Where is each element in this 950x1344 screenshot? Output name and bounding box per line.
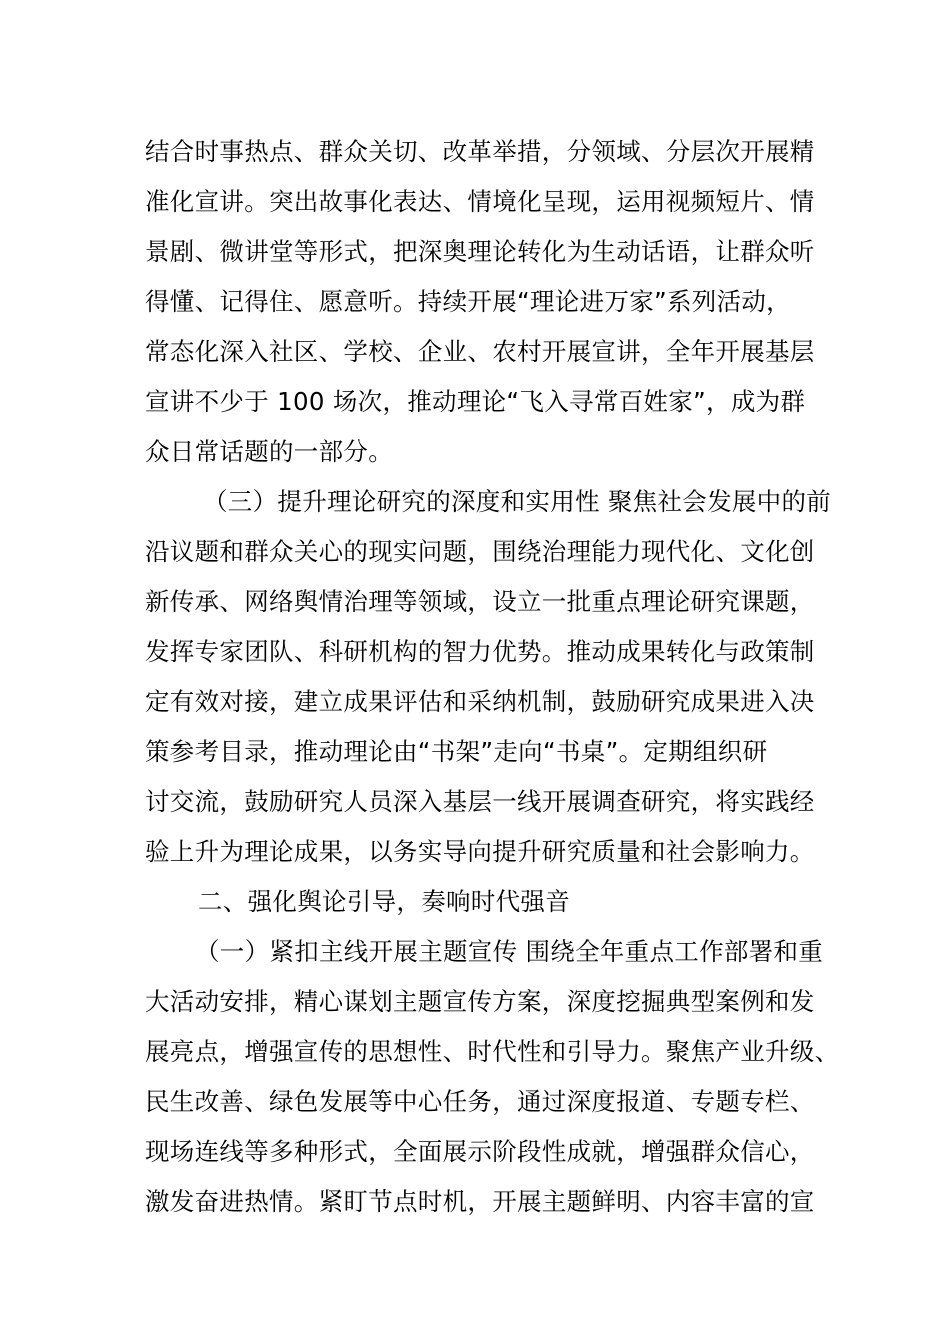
- body-text-line: 激发奋进热情。紧盯节点时机，开展主题鲜明、内容丰富的宣: [145, 1187, 815, 1216]
- body-text-line: 结合时事热点、群众关切、改革举措，分领域、分层次开展精: [145, 137, 815, 166]
- body-text-line: 得懂、记得住、愿意听。持续开展“理论进万家”系列活动，: [145, 287, 791, 316]
- body-text-line: 大活动安排，精心谋划主题宣传方案，深度挖掘典型案例和发: [145, 987, 815, 1016]
- body-text-line: 众日常话题的一部分。: [145, 437, 393, 466]
- subsection-heading-line: （三）提升理论研究的深度和实用性 聚焦社会发展中的前: [203, 487, 832, 516]
- body-text-line: 准化宣讲。突出故事化表达、情境化呈现，运用视频短片、情: [145, 187, 815, 216]
- body-text-line: 展亮点，增强宣传的思想性、时代性和引导力。聚焦产业升级、: [145, 1037, 840, 1066]
- body-text-line: 验上升为理论成果，以务实导向提升研究质量和社会影响力。: [145, 837, 815, 866]
- body-text-line: 定有效对接，建立成果评估和采纳机制，鼓励研究成果进入决: [145, 687, 815, 716]
- body-text-line: 策参考目录，推动理论由“书架”走向“书桌”。定期组织研: [145, 737, 768, 766]
- body-text-line: 新传承、网络舆情治理等领域，设立一批重点理论研究课题，: [145, 587, 815, 616]
- body-text-line: 讨交流，鼓励研究人员深入基层一线开展调查研究，将实践经: [145, 787, 815, 816]
- body-text-line: 现场连线等多种形式，全面展示阶段性成就，增强群众信心，: [145, 1137, 815, 1166]
- section-heading: 二、强化舆论引导，奏响时代强音: [198, 887, 570, 916]
- body-text-line: 沿议题和群众关心的现实问题，围绕治理能力现代化、文化创: [145, 537, 815, 566]
- body-text-line: 景剧、微讲堂等形式，把深奥理论转化为生动话语，让群众听: [145, 237, 815, 266]
- body-text-line: 宣讲不少于 100 场次，推动理论“飞入寻常百姓家”，成为群: [145, 387, 806, 416]
- subsection-heading-line: （一）紧扣主线开展主题宣传 围绕全年重点工作部署和重: [195, 937, 824, 966]
- body-text-line: 发挥专家团队、科研机构的智力优势。推动成果转化与政策制: [145, 637, 815, 666]
- body-text-line: 民生改善、绿色发展等中心任务，通过深度报道、专题专栏、: [145, 1087, 815, 1116]
- body-text-line: 常态化深入社区、学校、企业、农村开展宣讲，全年开展基层: [145, 337, 815, 366]
